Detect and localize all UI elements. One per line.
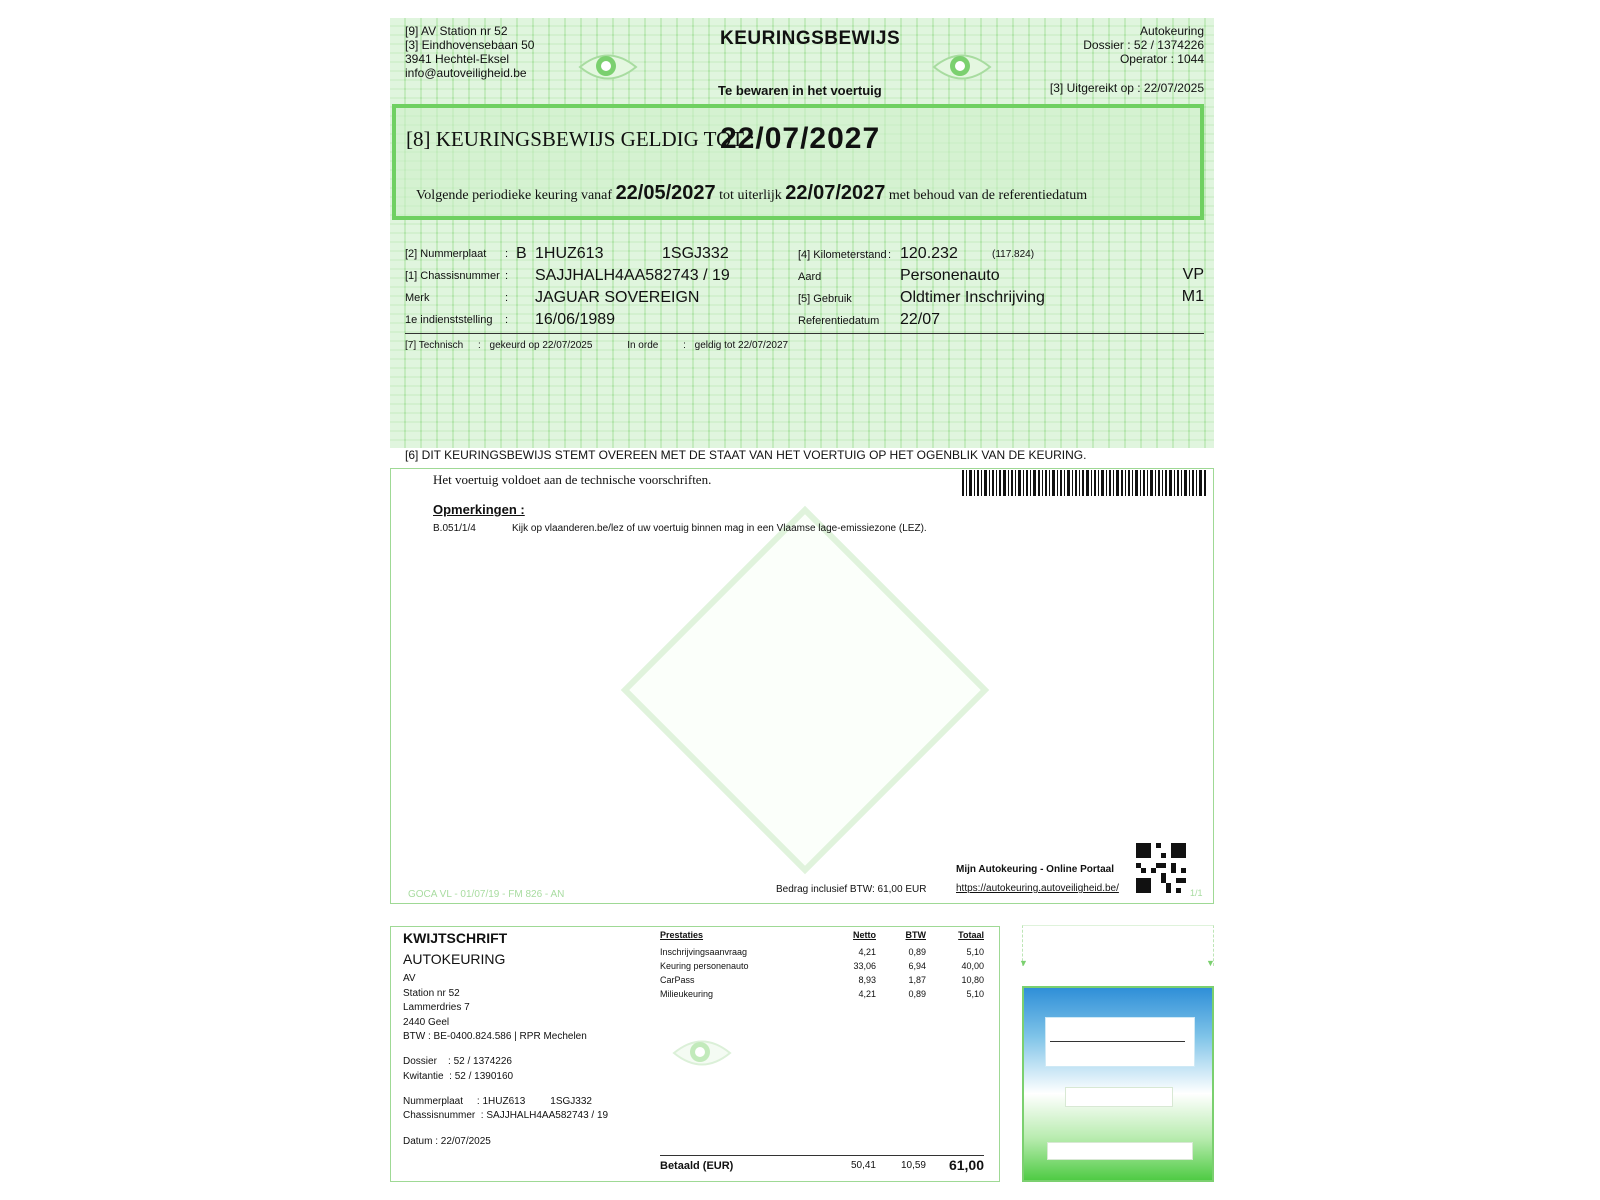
receipt-subtitle: AUTOKEURING [403,951,506,967]
next-from-date: 22/05/2027 [615,182,716,204]
sticker-outline [1022,925,1214,966]
form-code: GOCA VL - 01/07/19 - FM 826 - AN [408,889,565,900]
table-row: CarPass 8,93 1,87 10,80 [660,975,984,985]
col-netto: Netto [853,930,876,940]
receipt-date: Datum : 22/07/2025 [403,1136,491,1147]
receipt-kwitantie: Kwitantie : 52 / 1390160 [403,1071,514,1082]
arrow-down-icon: ▼ [1019,958,1028,968]
address-line: AV [403,973,416,984]
plate-prefix: B [516,245,527,262]
ref-label: Referentiedatum [798,315,880,327]
paid-btw: 10,59 [900,1160,926,1171]
address-line: BTW : BE-0400.824.586 | RPR Mechelen [403,1031,587,1042]
header-right-line: Autokeuring [1139,24,1204,38]
use-code: M1 [1181,288,1204,305]
kind-value: Personenauto [900,267,1000,284]
col-prestaties: Prestaties [660,930,704,940]
use-value: Oldtimer Inschrijving [900,289,1045,306]
document-title: KEURINGSBEWIJS [720,28,901,49]
barcode-icon [962,470,1206,496]
issued-date: [3] Uitgereikt op : 22/07/2025 [1049,81,1204,95]
table-row: Keuring personenauto 33,06 6,94 40,00 [660,961,984,971]
sticker-field [1047,1142,1193,1160]
use-label: [5] Gebruik [798,293,852,305]
divider [405,333,1204,334]
km-label: [4] Kilometerstand [798,249,887,261]
brand-label: Merk [405,292,430,304]
next-inspection: Volgende periodieke keuring vanaf 22/05/2027 tot uiterlijk 22/07/2027 met behoud van de referentiedatum [416,182,1088,204]
chassis-label: [1] Chassisnummer [405,270,500,282]
station-address [405,24,534,80]
km-value: 120.232 [900,245,958,262]
paid-label: Betaald (EUR) [660,1160,734,1172]
station-line: 3941 Hechtel-Eksel [405,52,510,66]
station-line: [3] Eindhovensebaan 50 [405,38,535,52]
colon: : [505,314,509,326]
paid-netto: 50,41 [850,1160,876,1171]
address-line: 2440 Geel [403,1016,450,1028]
document-subtitle: Te bewaren in het voertuig [718,83,882,98]
ref-value: 22/07 [900,311,941,328]
validity-date: 22/07/2027 [720,122,881,155]
col-btw: BTW [905,930,926,940]
remark-text: Kijk op vlaanderen.be/lez of uw voertuig binnen mag in een Vlaamse lage-emissiezone (LEZ). [512,523,927,534]
statement: [6] DIT KEURINGSBEWIJS STEMT OVEREEN MET DE STAAT VAN HET VOERTUIG OP HET OGENBLIK VAN DE KEURING. [405,448,1087,462]
receipt-address [403,972,587,1045]
address-line: Lammerdries 7 [403,1002,470,1013]
colon: : [505,270,509,282]
technical-row: [7] Technisch : gekeurd op 22/07/2025 In orde : geldig tot 22/07/2027 [405,340,789,351]
header-right-line: Operator : 1044 [1119,52,1204,66]
colon: : [888,249,892,261]
header-right-line: Dossier : 52 / 1374226 [1083,38,1204,52]
sticker-line [1050,1041,1185,1042]
remarks-title: Opmerkingen : [433,502,525,517]
amount-text: Bedrag inclusief BTW: 61,00 EUR [776,884,927,895]
first-reg-value: 16/06/1989 [535,311,616,328]
receipt-plate: Nummerplaat : 1HUZ613 1SGJ332 [403,1096,592,1107]
remark-code: B.051/1/4 [433,523,476,534]
sticker-field [1065,1087,1173,1107]
compliance-text: Het voertuig voldoet aan de technische voorschriften. [433,472,712,487]
qr-code-icon[interactable] [1136,843,1186,893]
paid-divider [660,1155,984,1156]
header-right [1000,24,1204,66]
plate2-value: 1SGJ332 [662,245,729,262]
portal-title: Mijn Autokeuring - Online Portaal [956,864,1114,875]
station-line: [9] AV Station nr 52 [405,24,508,38]
next-to-date: 22/07/2027 [785,182,886,204]
km-previous: (117.824) [992,249,1035,260]
receipt-chassis: Chassisnummer : SAJJHALH4AA582743 / 19 [403,1110,609,1121]
eye-logo-icon [672,1030,732,1076]
plate-label: [2] Nummerplaat [405,248,487,260]
table-row: Milieukeuring 4,21 0,89 5,10 [660,989,984,999]
kind-code: VP [1182,266,1204,283]
sticker-label-area [1045,1017,1195,1067]
colon: : [505,292,509,304]
col-totaal: Totaal [958,930,984,940]
eye-logo-icon [932,44,992,90]
station-line: info@autoveiligheid.be [405,66,527,80]
validity-label: [8] KEURINGSBEWIJS GELDIG TOT : [406,127,755,151]
arrow-down-icon: ▼ [1206,958,1215,968]
chassis-value: SAJJHALH4AA582743 / 19 [535,267,730,284]
address-line: Station nr 52 [403,987,460,999]
kind-label: Aard [798,271,822,283]
watermark-diamond-icon [620,505,990,875]
brand-value: JAGUAR SOVEREIGN [535,289,700,306]
eye-logo-icon [578,44,638,90]
plate-value: 1HUZ613 [535,245,604,262]
paid-total: 61,00 [948,1157,984,1173]
page-number: 1/1 [1190,888,1203,898]
colon: : [505,248,509,260]
first-reg-label: 1e indienststelling [405,314,493,326]
portal-link[interactable]: https://autokeuring.autoveiligheid.be/ [956,883,1119,894]
table-row: Inschrijvingsaanvraag 4,21 0,89 5,10 [660,947,984,957]
receipt-title: KWIJTSCHRIFT [403,930,508,946]
receipt-dossier: Dossier : 52 / 1374226 [403,1056,512,1067]
